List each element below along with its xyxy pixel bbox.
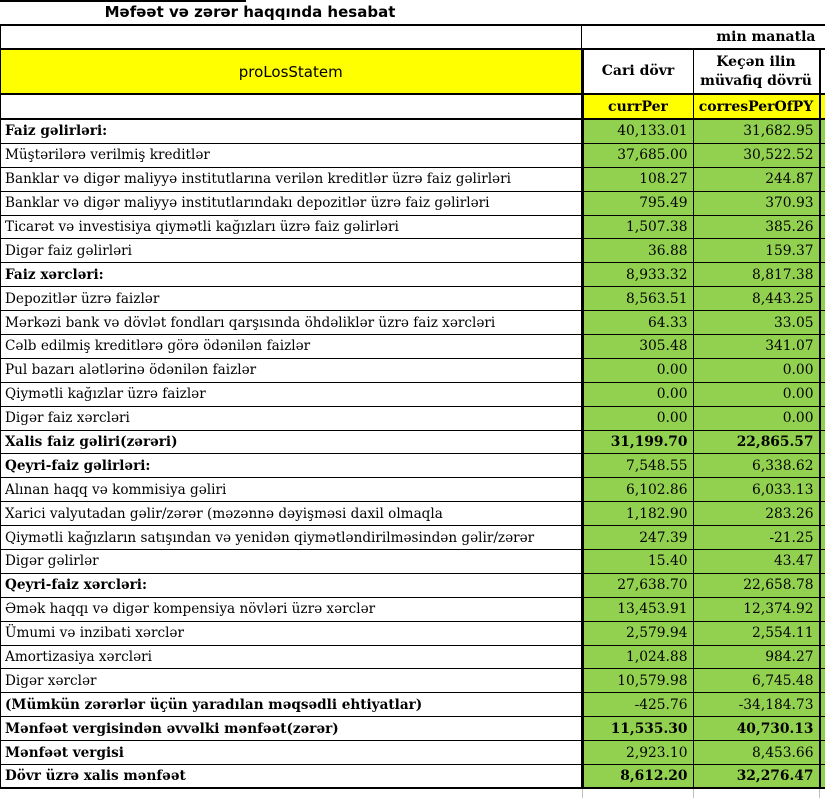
table-row [0,526,825,550]
row-label-cell[interactable]: Banklar və digər maliyyə institutlarına verilən kreditlər üzrə faiz gəlirləri [1,168,584,191]
current-value-cell[interactable]: 13,453.91 [584,598,694,621]
table-row [0,622,825,646]
table-row [0,144,825,168]
table-row [0,765,825,789]
row-label-cell[interactable]: Digər faiz xərcləri [1,407,584,430]
current-value-cell[interactable]: 7,548.55 [584,454,694,477]
row-label-cell[interactable]: Dövr üzrə xalis mənfəət [1,765,584,787]
table-row [0,669,825,693]
current-value-cell[interactable]: 8,933.32 [584,263,694,286]
unit-row [0,26,825,50]
grid-sliver [821,454,825,477]
table-row [0,120,825,144]
previous-value-cell[interactable]: -34,184.73 [694,693,821,716]
subheader-row [0,95,825,120]
grid-stub-area [0,789,825,798]
table-row [0,454,825,478]
current-value-cell[interactable]: 37,685.00 [584,144,694,167]
current-period-header[interactable] [584,50,694,93]
row-label-cell[interactable]: Ümumi və inzibati xərclər [1,622,584,645]
row-label-cell[interactable]: Digər xərclər [1,669,584,692]
table-body [0,120,825,789]
previous-value-cell[interactable]: 8,443.25 [694,287,821,310]
unit-row-empty-cell[interactable] [1,26,582,48]
subheader-empty-cell[interactable] [1,95,584,118]
grid-sliver [821,120,825,143]
current-value-cell[interactable]: 1,024.88 [584,646,694,669]
grid-sliver [821,550,825,573]
current-value-cell[interactable]: 0.00 [584,359,694,382]
grid-sliver [821,311,825,334]
previous-period-header-line1: Keçən ilin [716,53,796,70]
grid-sliver [821,50,825,93]
previous-value-cell[interactable]: 8,453.66 [694,741,821,764]
grid-sliver [821,717,825,740]
current-period-header-label: Cari dövr [601,63,675,79]
current-value-cell[interactable]: 31,199.70 [584,431,694,454]
grid-sliver [821,407,825,430]
row-label-cell[interactable]: Xarici valyutadan gəlir/zərər (məzənnə dəyişməsi daxil olmaqla [1,502,584,525]
grid-sliver [821,741,825,764]
previous-value-cell[interactable]: 159.37 [694,239,821,262]
current-value-cell[interactable]: 2,923.10 [584,741,694,764]
current-value-cell[interactable]: 2,579.94 [584,622,694,645]
previous-value-cell[interactable]: -21.25 [694,526,821,549]
previous-value-cell[interactable]: 984.27 [694,646,821,669]
previous-value-cell[interactable]: 0.00 [694,359,821,382]
grid-sliver [821,598,825,621]
title-row [0,0,825,26]
previous-value-cell[interactable]: 0.00 [694,383,821,406]
previous-value-cell[interactable]: 43.47 [694,550,821,573]
table-row [0,502,825,526]
grid-sliver [821,622,825,645]
table-row [0,216,825,240]
table-row [0,311,825,335]
current-value-cell[interactable]: 11,535.30 [584,717,694,740]
previous-value-cell[interactable]: 31,682.95 [694,120,821,143]
table-row [0,574,825,598]
current-value-cell[interactable]: 40,133.01 [584,120,694,143]
row-label-cell[interactable]: Mənfəət vergisi [1,741,584,764]
grid-sliver [821,526,825,549]
grid-sliver [821,478,825,501]
current-value-cell[interactable]: 0.00 [584,407,694,430]
row-label-cell[interactable]: Əmək haqqı və digər kompensiya növləri üzrə xərclər [1,598,584,621]
previous-value-cell[interactable]: 33.05 [694,311,821,334]
current-value-cell[interactable]: 8,612.20 [584,765,694,787]
row-label-cell[interactable]: Qiymətli kağızlar üzrə faizlər [1,383,584,406]
grid-sliver [821,669,825,692]
grid-sliver [821,144,825,167]
table-row [0,359,825,383]
table-row [0,431,825,455]
grid-sliver [821,574,825,597]
row-label-cell[interactable]: Depozitlər üzrə faizlər [1,287,584,310]
row-label-cell[interactable]: Qeyri-faiz gəlirləri: [1,454,584,477]
previous-value-cell[interactable]: 6,033.13 [694,478,821,501]
current-value-cell[interactable]: 0.00 [584,383,694,406]
row-label-cell[interactable]: Digər faiz gəlirləri [1,239,584,262]
row-label-cell[interactable]: Qiymətli kağızların satışından və yenidən qiymətləndirilməsindən gəlir/zərər [1,526,584,549]
previous-period-header[interactable] [694,50,821,93]
table-row [0,478,825,502]
row-label-cell[interactable]: Qeyri-faiz xərcləri: [1,574,584,597]
current-value-cell[interactable]: 10,579.98 [584,669,694,692]
current-value-cell[interactable]: 247.39 [584,526,694,549]
table-row [0,192,825,216]
row-label-cell[interactable]: Pul bazarı alətlərinə ödənilən faizlər [1,359,584,382]
previous-period-header-line2: müvafiq dövrü [700,72,812,89]
table-row [0,239,825,263]
table-row [0,717,825,741]
grid-sliver [821,359,825,382]
previous-value-cell[interactable]: 40,730.13 [694,717,821,740]
table-name-header[interactable]: proLosStatem [1,50,584,93]
table-row [0,598,825,622]
row-label-cell[interactable]: Cəlb edilmiş kreditlərə görə ödənilən faizlər [1,335,584,358]
row-label-cell[interactable]: Müştərilərə verilmiş kreditlər [1,144,584,167]
grid-sliver [821,383,825,406]
row-label-cell[interactable]: Xalis faiz gəliri(zərəri) [1,431,584,454]
previous-value-cell[interactable]: 283.26 [694,502,821,525]
grid-sliver [821,95,825,118]
grid-sliver [821,192,825,215]
previous-value-cell[interactable]: 6,338.62 [694,454,821,477]
row-label-cell[interactable]: Ticarət və investisiya qiymətli kağızları üzrə faiz gəlirləri [1,216,584,239]
current-value-cell[interactable]: 36.88 [584,239,694,262]
grid-sliver [821,216,825,239]
row-label-cell[interactable]: Faiz xərcləri: [1,263,584,286]
row-label-cell[interactable]: Amortizasiya xərcləri [1,646,584,669]
header-row [0,50,825,95]
table-row [0,741,825,765]
previous-value-cell[interactable]: 341.07 [694,335,821,358]
gridline-stub [693,789,694,798]
grid-sliver [821,646,825,669]
previous-value-cell[interactable]: 22,658.78 [694,574,821,597]
gridline-stub [819,789,820,798]
table-row [0,407,825,431]
current-value-cell[interactable]: 6,102.86 [584,478,694,501]
table-row [0,383,825,407]
row-label-cell[interactable]: Banklar və digər maliyyə institutlarındakı depozitlər üzrə faiz gəlirləri [1,192,584,215]
table-row [0,168,825,192]
previous-value-cell[interactable]: 385.26 [694,216,821,239]
previous-value-cell[interactable]: 12,374.92 [694,598,821,621]
current-value-cell[interactable]: -425.76 [584,693,694,716]
report-title: Məfəət və zərər haqqında hesabat [104,3,396,21]
row-label-cell[interactable]: Mənfəət vergisindən əvvəlki mənfəət(zərər) [1,717,584,740]
grid-sliver [821,502,825,525]
gridline-stub [582,789,583,798]
current-value-cell[interactable]: 795.49 [584,192,694,215]
grid-sliver [821,239,825,262]
grid-sliver [821,26,825,48]
grid-sliver [821,431,825,454]
row-label-cell[interactable]: Alınan haqq və kommisiya gəliri [1,478,584,501]
table-row [0,693,825,717]
previous-value-cell[interactable]: 244.87 [694,168,821,191]
current-value-cell[interactable]: 64.33 [584,311,694,334]
current-value-cell[interactable]: 1,507.38 [584,216,694,239]
previous-value-cell[interactable]: 6,745.48 [694,669,821,692]
grid-sliver [821,168,825,191]
row-label-cell[interactable]: Digər gəlirlər [1,550,584,573]
previous-value-cell[interactable]: 32,276.47 [694,765,821,787]
table-row [0,550,825,574]
current-value-cell[interactable]: 27,638.70 [584,574,694,597]
unit-label: min manatla [716,29,816,45]
row-label-cell[interactable]: (Mümkün zərərlər üçün yaradılan məqsədli ehtiyatlar) [1,693,584,716]
grid-sliver [821,263,825,286]
previous-value-cell[interactable]: 22,865.57 [694,431,821,454]
grid-sliver [821,335,825,358]
table-row [0,646,825,670]
current-value-cell[interactable]: 1,182.90 [584,502,694,525]
previous-value-cell[interactable]: 30,522.52 [694,144,821,167]
previous-value-cell[interactable]: 370.93 [694,192,821,215]
row-label-cell[interactable]: Faiz gəlirləri: [1,120,584,143]
current-value-cell[interactable]: 8,563.51 [584,287,694,310]
previous-value-cell[interactable]: 2,554.11 [694,622,821,645]
current-value-cell[interactable]: 15.40 [584,550,694,573]
table-row [0,263,825,287]
previous-value-cell[interactable]: 8,817.38 [694,263,821,286]
previous-value-cell[interactable]: 0.00 [694,407,821,430]
row-label-cell[interactable]: Mərkəzi bank və dövlət fondları qarşısında öhdəliklər üzrə faiz xərcləri [1,311,584,334]
previous-period-code[interactable]: corresPerOfPY [694,95,821,118]
current-period-code[interactable]: currPer [584,95,694,118]
current-value-cell[interactable]: 108.27 [584,168,694,191]
grid-sliver [821,693,825,716]
grid-sliver [821,765,825,787]
table-row [0,335,825,359]
table-row [0,287,825,311]
current-value-cell[interactable]: 305.48 [584,335,694,358]
grid-sliver [821,287,825,310]
